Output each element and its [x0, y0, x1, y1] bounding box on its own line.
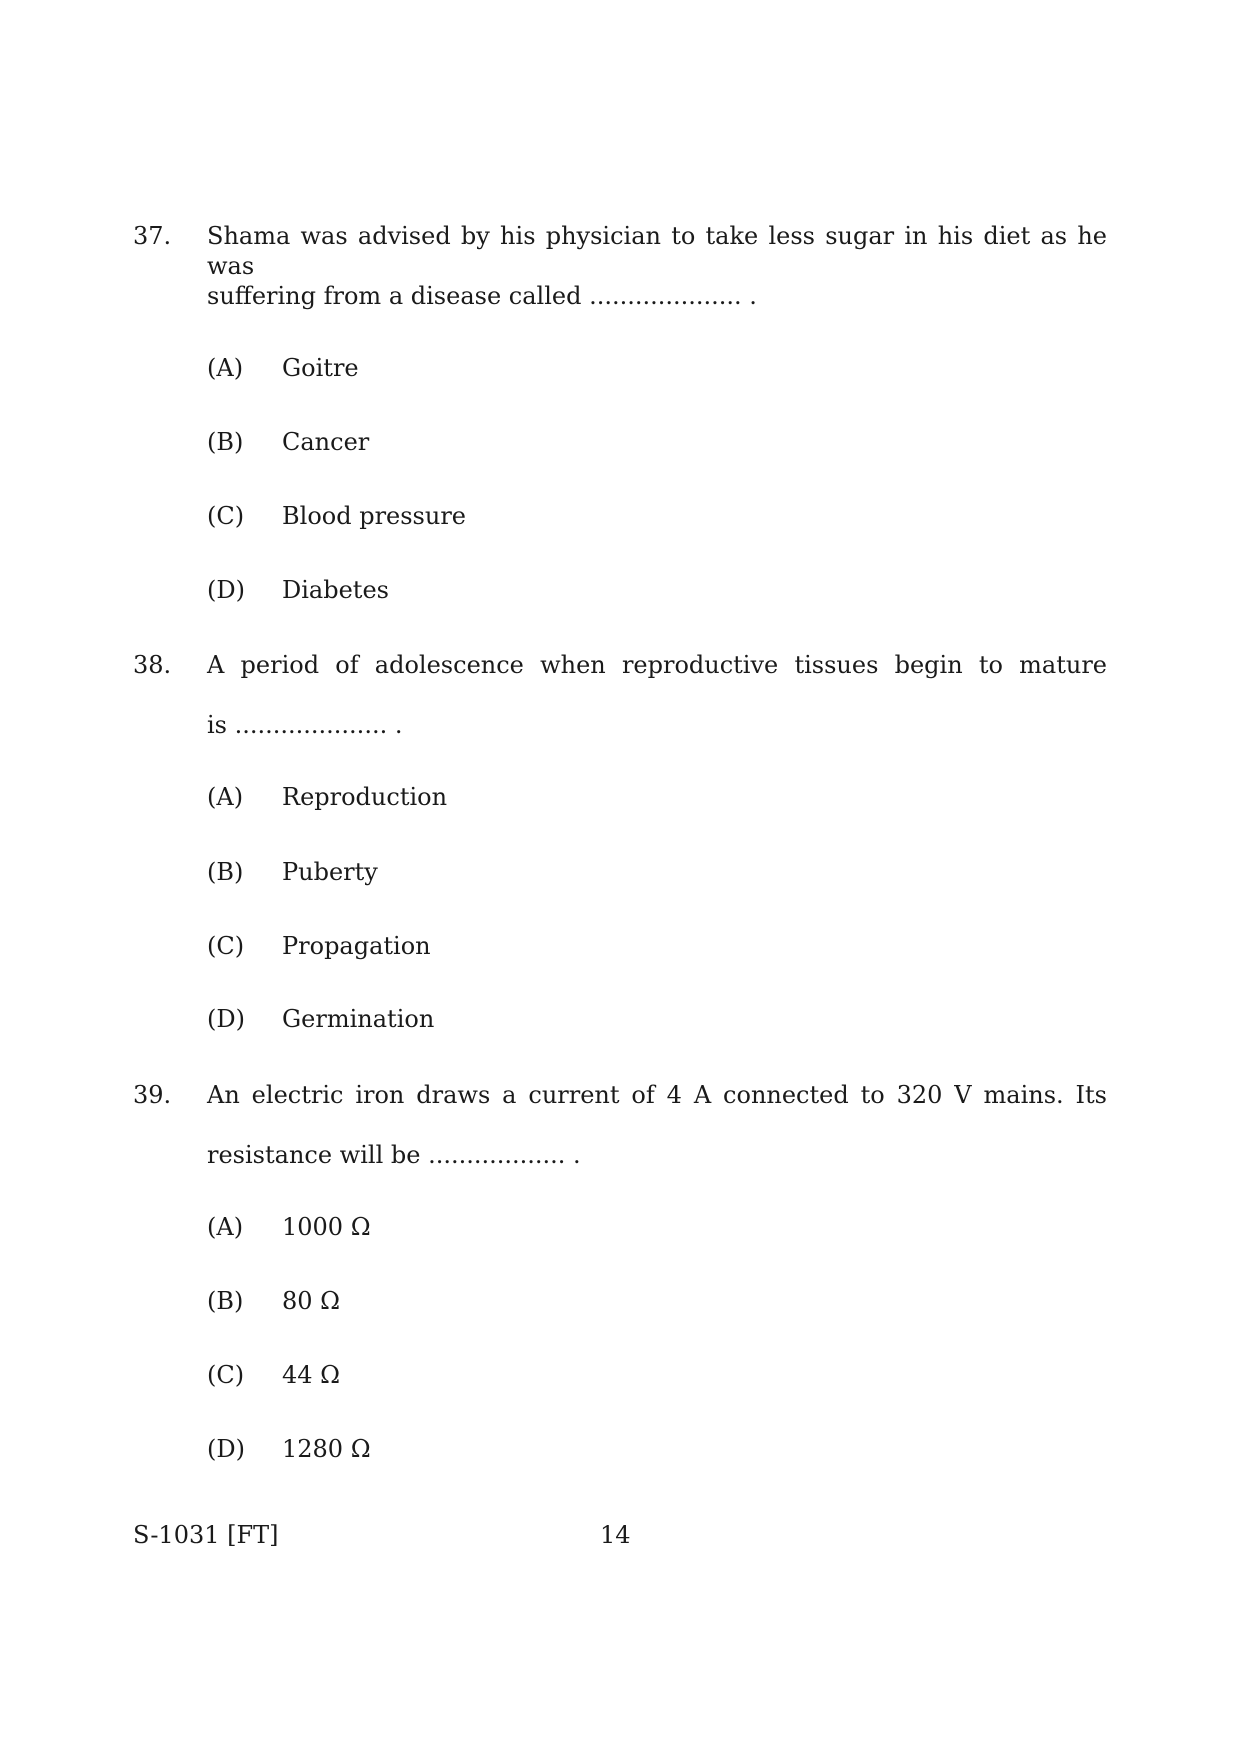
question-text-line2: is .................... . [207, 711, 403, 739]
option-text: Cancer [282, 428, 370, 456]
option-text: Propagation [282, 932, 431, 960]
option-letter: (A) [207, 354, 244, 382]
question-text-line2: suffering from a disease called .................... . [207, 282, 757, 310]
option-text: 80 Ω [282, 1287, 341, 1315]
option-letter: (C) [207, 1361, 245, 1389]
option-b [0, 1286, 1240, 1316]
option-d [0, 575, 1240, 605]
option-b [0, 857, 1240, 887]
page-number: 14 [600, 1521, 631, 1549]
option-text: 1280 Ω [282, 1435, 371, 1463]
option-text: 44 Ω [282, 1361, 341, 1389]
option-letter: (D) [207, 1435, 245, 1463]
option-c [0, 931, 1240, 961]
option-a [0, 1212, 1240, 1242]
paper-code: S-1031 [FT] [133, 1521, 279, 1549]
option-text: Germination [282, 1005, 435, 1033]
option-letter: (B) [207, 428, 244, 456]
question-text-line2: resistance will be .................. . [207, 1141, 581, 1169]
option-text: Reproduction [282, 783, 448, 811]
option-letter: (D) [207, 576, 245, 604]
option-a [0, 353, 1240, 383]
option-c [0, 1360, 1240, 1390]
option-text: Goitre [282, 354, 359, 382]
option-letter: (B) [207, 858, 244, 886]
question-number: 38. [133, 651, 172, 679]
option-d [0, 1004, 1240, 1034]
option-letter: (C) [207, 502, 245, 530]
option-text: 1000 Ω [282, 1213, 371, 1241]
question-text-line1: A period of adolescence when reproductive tissues begin to mature [207, 651, 1107, 679]
option-letter: (A) [207, 1213, 244, 1241]
option-b [0, 427, 1240, 457]
option-c [0, 501, 1240, 531]
option-text: Puberty [282, 858, 378, 886]
question-text-line1: Shama was advised by his physician to take less sugar in his diet as he was [207, 222, 1107, 280]
option-letter: (C) [207, 932, 245, 960]
question-text-line1: An electric iron draws a current of 4 A connected to 320 V mains. Its [207, 1081, 1107, 1109]
option-letter: (B) [207, 1287, 244, 1315]
question-number: 39. [133, 1081, 172, 1109]
option-text: Blood pressure [282, 502, 467, 530]
option-d [0, 1434, 1240, 1464]
option-letter: (A) [207, 783, 244, 811]
question-number: 37. [133, 222, 172, 250]
option-text: Diabetes [282, 576, 389, 604]
option-a [0, 782, 1240, 812]
option-letter: (D) [207, 1005, 245, 1033]
